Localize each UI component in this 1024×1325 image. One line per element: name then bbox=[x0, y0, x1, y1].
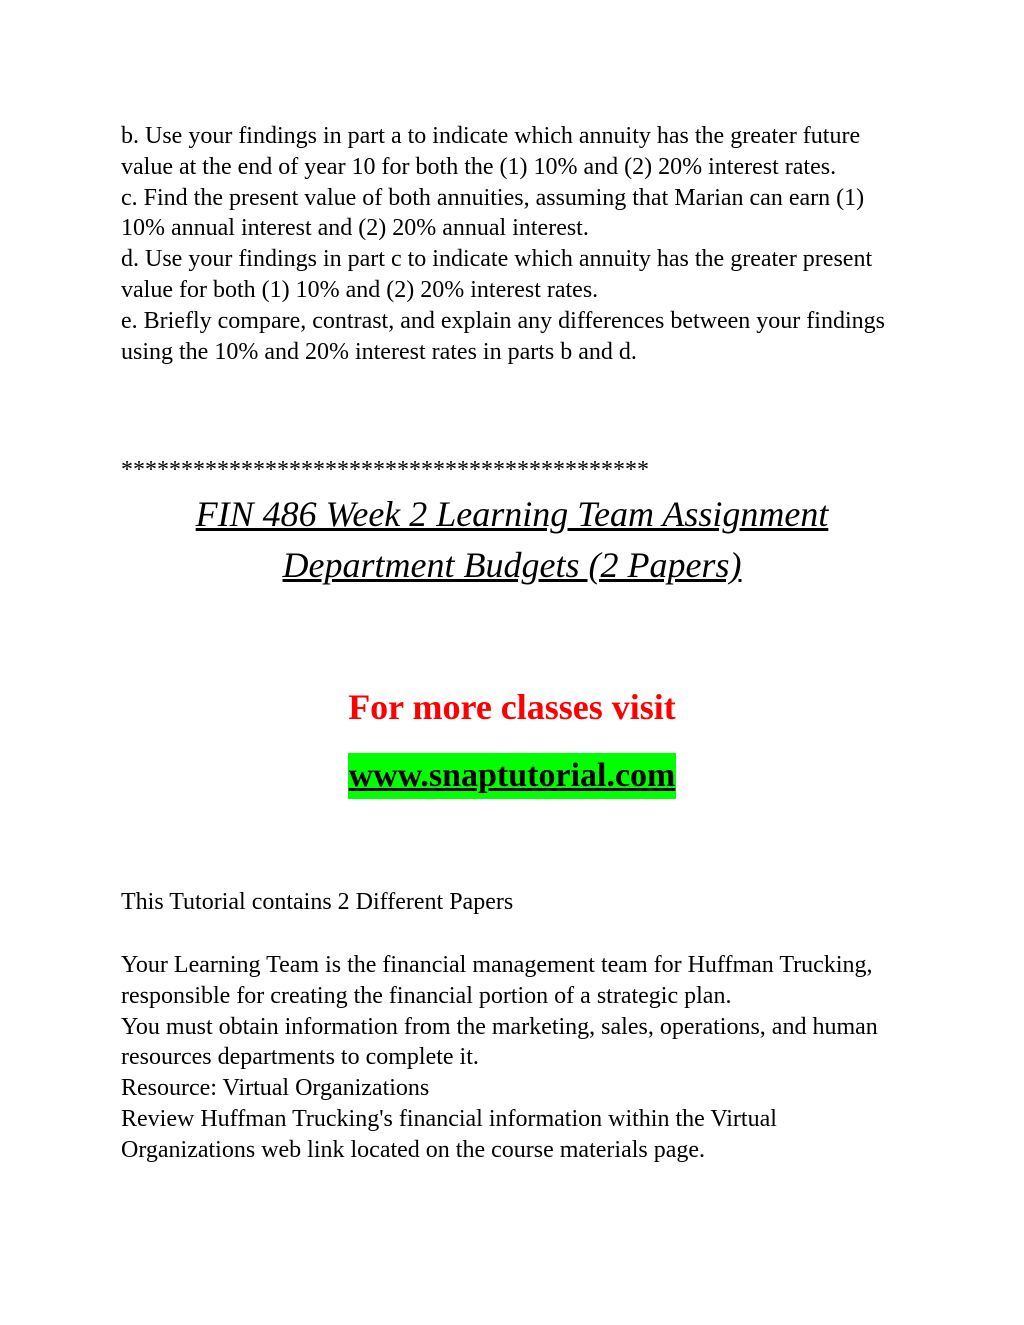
question-list bbox=[121, 121, 911, 367]
assignment-description bbox=[121, 950, 911, 1166]
description-paragraph: Resource: Virtual Organizations bbox=[121, 1075, 430, 1102]
question-d: d. Use your findings in part c to indicate which annuity has the greater present value for both (1) 10% and (2) 20% interest rates. bbox=[121, 246, 873, 303]
description-paragraph: Your Learning Team is the financial management team for Huffman Trucking, responsible for creating the financial portion of a strategic plan. bbox=[121, 952, 873, 1009]
tutorial-note bbox=[121, 887, 911, 918]
promo-link-container bbox=[0, 753, 1024, 799]
description-paragraph: Review Huffman Trucking's financial information within the Virtual Organizations web link located on the course materials page. bbox=[121, 1105, 777, 1163]
assignment-title-line-1: FIN 486 Week 2 Learning Team Assignment bbox=[195, 494, 829, 534]
description-paragraph: You must obtain information from the marketing, sales, operations, and human resources departments to complete it. bbox=[121, 1013, 878, 1071]
question-c: c. Find the present value of both annuities, assuming that Marian can earn (1) 10% annual interest and (2) 20% annual interest. bbox=[121, 184, 865, 242]
promo-text: For more classes visit bbox=[348, 687, 676, 727]
assignment-title-line-2: Department Budgets (2 Papers) bbox=[282, 545, 742, 585]
tutorial-note-text: This Tutorial contains 2 Different Papers bbox=[121, 889, 514, 915]
promo-link[interactable]: www.snaptutorial.com bbox=[348, 753, 677, 799]
separator: ******************************************** bbox=[121, 457, 649, 483]
question-b: b. Use your findings in part a to indicate which annuity has the greater future value at the end of year 10 for both the (1) 10% and (2) 20% interest rates. bbox=[121, 123, 861, 180]
question-e: e. Briefly compare, contrast, and explain any differences between your findings using the 10% and 20% interest rates in parts b and d. bbox=[121, 307, 885, 365]
